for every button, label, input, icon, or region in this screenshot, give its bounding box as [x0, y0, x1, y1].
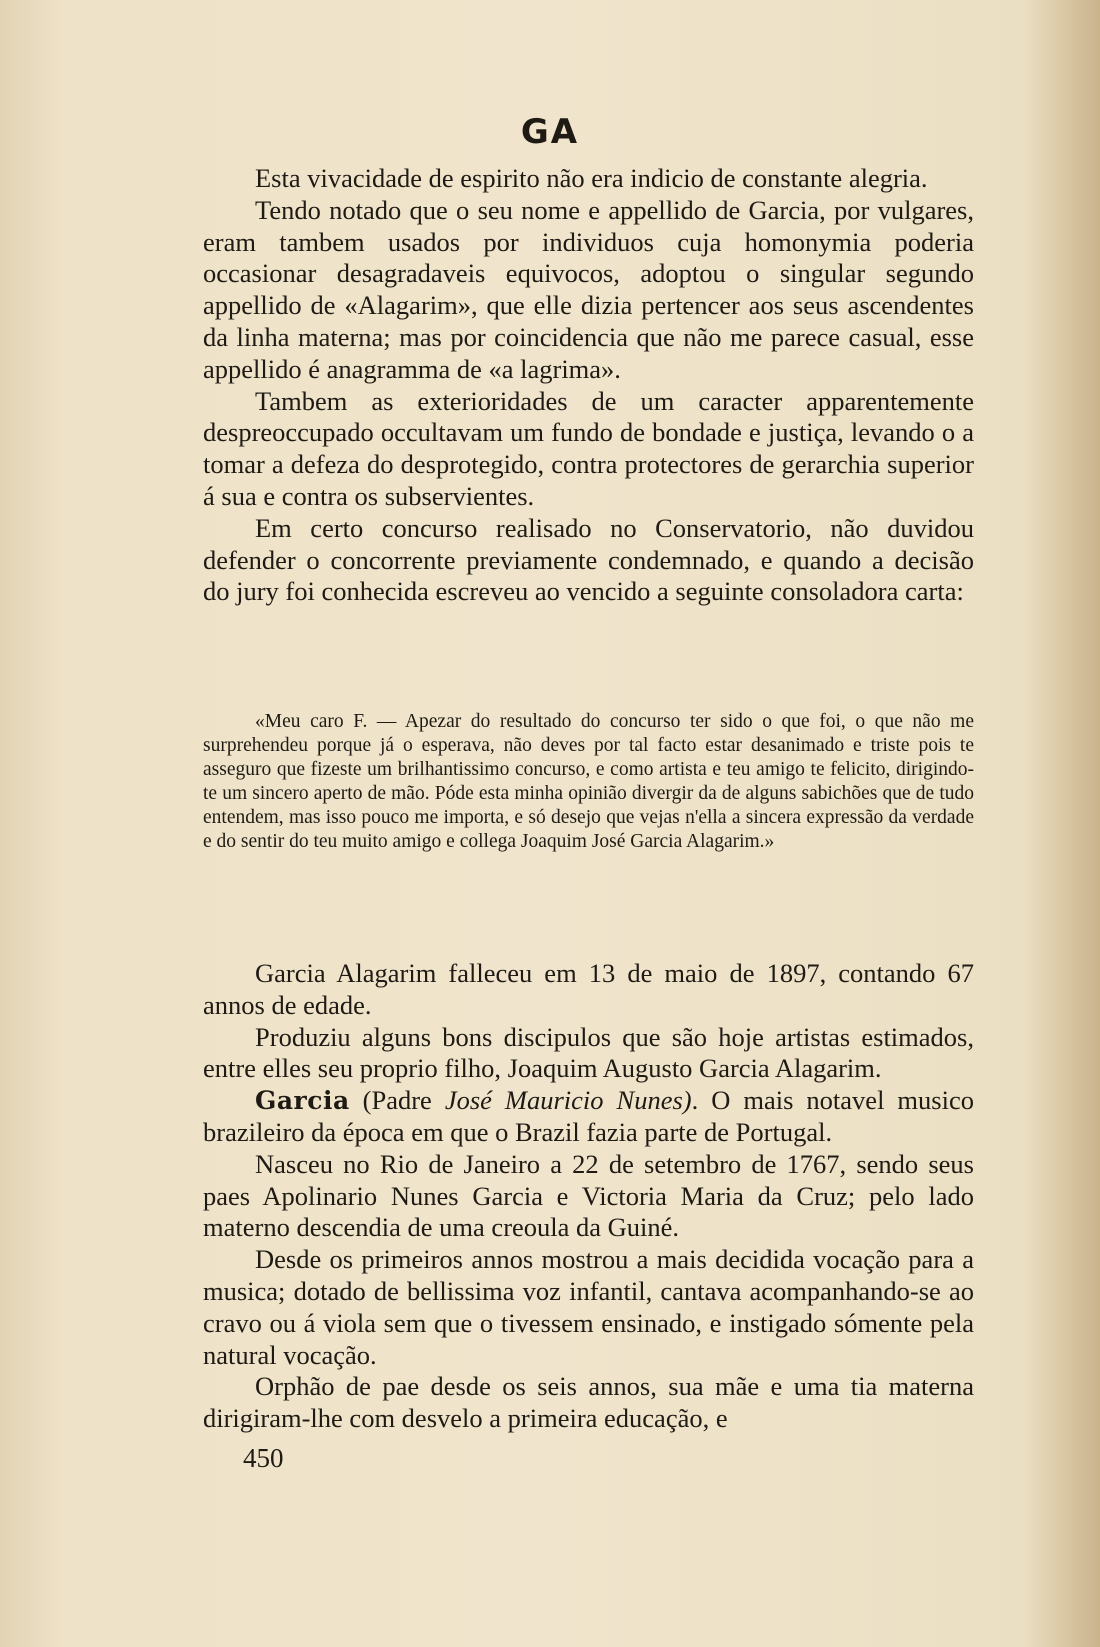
paragraph: Garcia Alagarim falleceu em 13 de maio de 1897, contando 67 annos de edade.: [203, 958, 974, 1020]
entry-qualifier-open: (Padre: [349, 1085, 445, 1116]
letter-text: «Meu caro F. — Apezar do resultado do concurso ter sido o que foi, o que não me surprehendeu porque já o esperava, não deves por tal facto estar desanimado e triste pois te asseguro que fizeste um brilhantissimo concurso, e como artista e teu amigo te felicito, dirigindo-te um sincero aperto de mão. Póde esta minha opinião divergir da de alguns sabichões que de tudo entendem, mas isso pouco me importa, e só desejo que vejas n'ella a sincera expressão da verdade e do sentir do teu muito amigo e collega Joaquim José Garcia Alagarim.»: [203, 711, 974, 852]
running-header: GA: [520, 112, 580, 152]
entry-text: . O mais notavel musico brazileiro da época em que o Brazil fazia parte de Portugal.: [203, 1085, 974, 1147]
paragraph: Orphão de pae desde os seis annos, sua mãe e uma tia materna dirigiram-lhe com desvelo a primeira educação, e: [203, 1371, 974, 1434]
page-number: 450: [243, 1443, 284, 1473]
paragraph: Tendo notado que o seu nome e appellido de Garcia, por vulgares, eram tambem usados por individuos cuja homonymia poderia occasionar desagradaveis equivocos, adoptou o singular segundo appellido de «Alagarim», que elle dizia pertencer aos seus ascendentes da linha materna; mas por coincidencia que não me parece casual, esse appellido é anagramma de «a lagrima».: [203, 194, 974, 384]
entry-qualifier-italic: José Mauricio Nunes): [444, 1085, 692, 1116]
body-text-top: [203, 163, 974, 608]
dictionary-entry: [203, 1085, 974, 1149]
quoted-letter: [203, 710, 974, 854]
paragraph: Desde os primeiros annos mostrou a mais decidida vocação para a musica; dotado de bellissima voz infantil, cantava acompanhando-se ao cravo ou á viola sem que o tivessem ensinado, e instigado sómente pela natural vocação.: [203, 1244, 974, 1370]
entry-headword: Garcia: [255, 1086, 350, 1116]
paragraph: Esta vivacidade de espirito não era indicio de constante alegria.: [255, 163, 928, 193]
paragraph: Em certo concurso realisado no Conservatorio, não duvidou defender o concorrente previamente condemnado, e quando a decisão do jury foi conhecida escreveu ao vencido a seguinte consoladora carta:: [203, 512, 974, 607]
body-text-bottom: [203, 958, 974, 1435]
paragraph: Produziu alguns bons discipulos que são hoje artistas estimados, entre elles seu proprio filho, Joaquim Augusto Garcia Alagarim.: [203, 1021, 974, 1084]
paragraph: Tambem as exterioridades de um caracter apparentemente despreoccupado occultavam um fundo de bondade e justiça, levando o a tomar a defeza do desprotegido, contra protectores de gerarchia superior á sua e contra os subservientes.: [203, 385, 974, 511]
paragraph: Nasceu no Rio de Janeiro a 22 de setembro de 1767, sendo seus paes Apolinario Nunes Garcia e Victoria Maria da Cruz; pelo lado materno descendia de uma creoula da Guiné.: [203, 1148, 974, 1243]
